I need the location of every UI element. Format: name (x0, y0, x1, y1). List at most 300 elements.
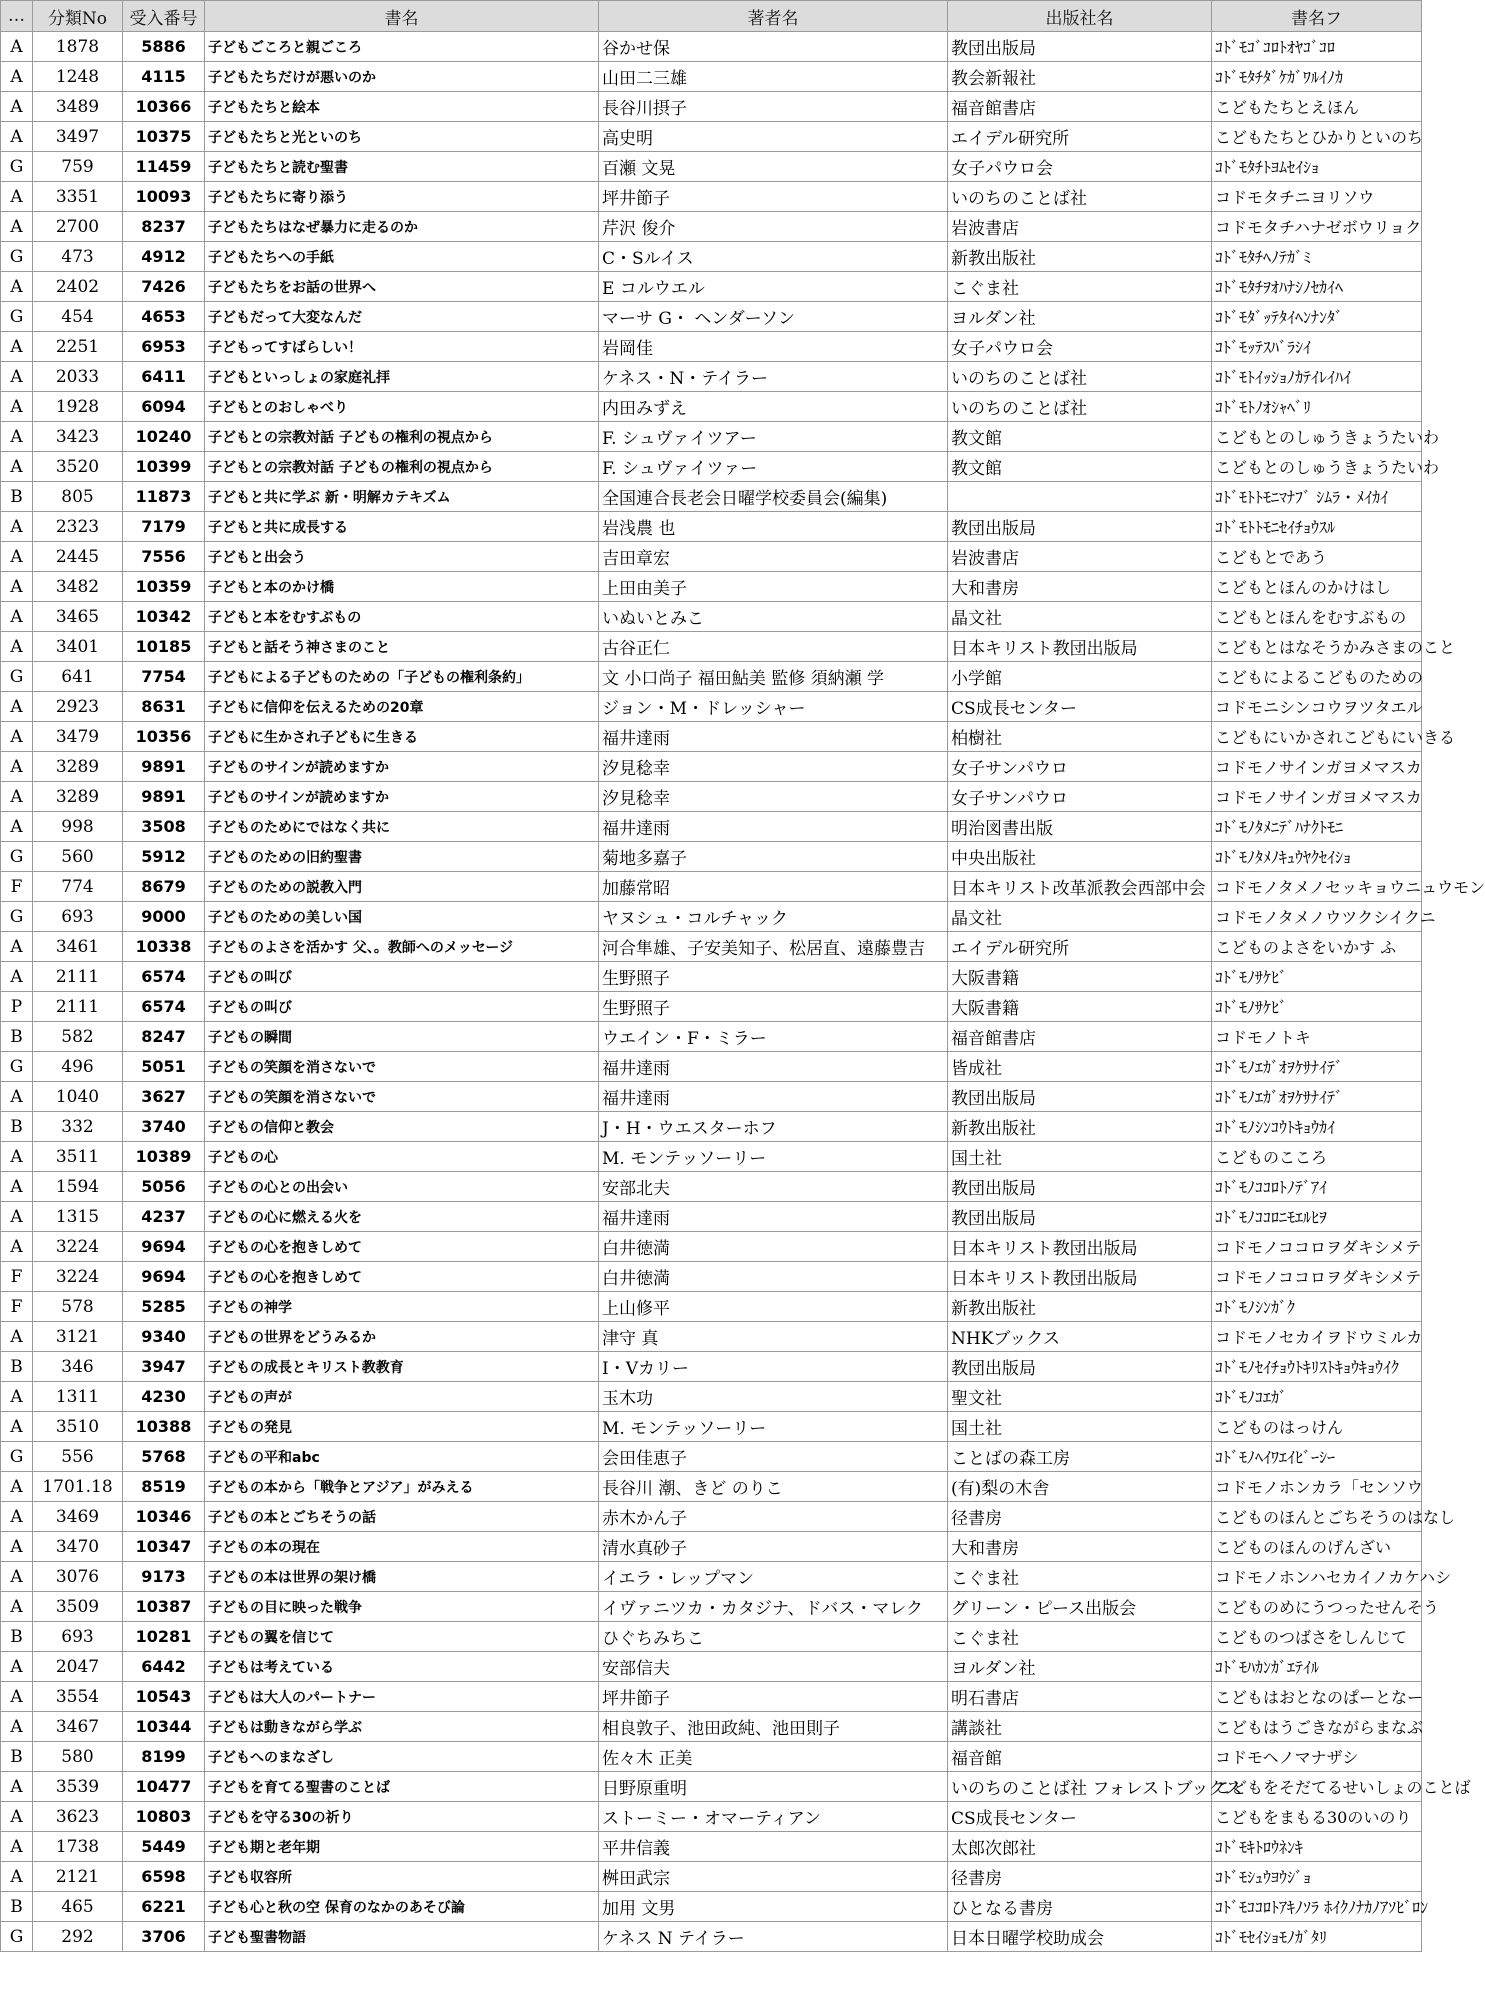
table-row[interactable] (1, 332, 1422, 362)
author-cell[interactable]: ケネス N テイラー (599, 1922, 948, 1952)
accession-no-cell[interactable]: 6442 (123, 1652, 205, 1682)
table-row[interactable] (1, 1292, 1422, 1322)
title-kana-cell[interactable]: こどもとであう (1212, 542, 1422, 572)
column-header-title-kana[interactable]: 書名フ (1212, 1, 1422, 32)
class-no-cell[interactable]: 2323 (33, 512, 123, 542)
category-cell[interactable]: A (1, 1562, 33, 1592)
title-cell[interactable]: 子どもたちに寄り添う (205, 182, 599, 212)
table-row[interactable] (1, 392, 1422, 422)
accession-no-cell[interactable]: 10387 (123, 1592, 205, 1622)
table-row[interactable] (1, 1832, 1422, 1862)
author-cell[interactable]: ストーミー・オマーティアン (599, 1802, 948, 1832)
table-row[interactable] (1, 212, 1422, 242)
category-cell[interactable]: B (1, 482, 33, 512)
table-row[interactable] (1, 932, 1422, 962)
publisher-cell[interactable]: 柏樹社 (948, 722, 1212, 752)
accession-no-cell[interactable]: 5912 (123, 842, 205, 872)
class-no-cell[interactable]: 3401 (33, 632, 123, 662)
category-cell[interactable]: A (1, 632, 33, 662)
class-no-cell[interactable]: 3076 (33, 1562, 123, 1592)
author-cell[interactable]: 山田二三雄 (599, 62, 948, 92)
table-row[interactable] (1, 32, 1422, 62)
class-no-cell[interactable]: 3467 (33, 1712, 123, 1742)
table-row[interactable] (1, 662, 1422, 692)
category-cell[interactable]: A (1, 212, 33, 242)
title-cell[interactable]: 子どもへのまなざし (205, 1742, 599, 1772)
category-cell[interactable]: A (1, 1652, 33, 1682)
title-kana-cell[interactable]: こどもにいかされこどもにいきる (1212, 722, 1422, 752)
publisher-cell[interactable]: いのちのことば社 (948, 182, 1212, 212)
author-cell[interactable]: 桝田武宗 (599, 1862, 948, 1892)
title-cell[interactable]: 子どもに生かされ子どもに生きる (205, 722, 599, 752)
author-cell[interactable]: 河合隼雄、子安美知子、松居直、遠藤豊吉 (599, 932, 948, 962)
title-cell[interactable]: 子どものサインが読めますか (205, 782, 599, 812)
class-no-cell[interactable]: 582 (33, 1022, 123, 1052)
category-cell[interactable]: A (1, 1532, 33, 1562)
class-no-cell[interactable]: 3470 (33, 1532, 123, 1562)
category-cell[interactable]: A (1, 62, 33, 92)
title-kana-cell[interactable]: こどものほんのげんざい (1212, 1532, 1422, 1562)
publisher-cell[interactable]: 皆成社 (948, 1052, 1212, 1082)
author-cell[interactable]: いぬいとみこ (599, 602, 948, 632)
class-no-cell[interactable]: 1040 (33, 1082, 123, 1112)
table-row[interactable] (1, 152, 1422, 182)
title-kana-cell[interactable]: ｺﾄﾞﾓｺﾞｺﾛﾄｵﾔｺﾞｺﾛ (1212, 32, 1422, 62)
author-cell[interactable]: 吉田章宏 (599, 542, 948, 572)
title-kana-cell[interactable]: ｺﾄﾞﾓﾀﾁﾍﾉﾃｶﾞﾐ (1212, 242, 1422, 272)
title-cell[interactable]: 子ども収容所 (205, 1862, 599, 1892)
publisher-cell[interactable]: 教文館 (948, 452, 1212, 482)
title-kana-cell[interactable]: こどもによるこどものための (1212, 662, 1422, 692)
publisher-cell[interactable]: 新教出版社 (948, 1292, 1212, 1322)
author-cell[interactable]: 岩浅農 也 (599, 512, 948, 542)
category-cell[interactable]: A (1, 542, 33, 572)
title-cell[interactable]: 子どもによる子どものための「子どもの権利条約」 (205, 662, 599, 692)
title-kana-cell[interactable]: こどものこころ (1212, 1142, 1422, 1172)
publisher-cell[interactable]: 日本キリスト改革派教会西部中会 (948, 872, 1212, 902)
category-cell[interactable]: B (1, 1742, 33, 1772)
category-cell[interactable]: A (1, 962, 33, 992)
title-kana-cell[interactable]: ｺﾄﾞﾓﾉｺｺﾛﾄﾉﾃﾞｱｲ (1212, 1172, 1422, 1202)
title-cell[interactable]: 子どもの叫び (205, 992, 599, 1022)
column-header-class-no[interactable]: 分類No (33, 1, 123, 32)
title-kana-cell[interactable]: ｺﾄﾞﾓﾊｶﾝｶﾞｴﾃｲﾙ (1212, 1652, 1422, 1682)
table-row[interactable] (1, 632, 1422, 662)
category-cell[interactable]: A (1, 1472, 33, 1502)
category-cell[interactable]: A (1, 782, 33, 812)
author-cell[interactable]: 津守 真 (599, 1322, 948, 1352)
title-cell[interactable]: 子どもの本とごちそうの話 (205, 1502, 599, 1532)
author-cell[interactable]: 生野照子 (599, 992, 948, 1022)
title-cell[interactable]: 子どもってすばらしい！ (205, 332, 599, 362)
table-row[interactable] (1, 1382, 1422, 1412)
accession-no-cell[interactable]: 7179 (123, 512, 205, 542)
category-cell[interactable]: A (1, 362, 33, 392)
table-row[interactable] (1, 452, 1422, 482)
category-cell[interactable]: A (1, 1142, 33, 1172)
publisher-cell[interactable]: 国土社 (948, 1142, 1212, 1172)
accession-no-cell[interactable]: 11459 (123, 152, 205, 182)
publisher-cell[interactable]: こぐま社 (948, 1622, 1212, 1652)
author-cell[interactable]: 福井達雨 (599, 1202, 948, 1232)
category-cell[interactable]: A (1, 392, 33, 422)
author-cell[interactable]: 汐見稔幸 (599, 782, 948, 812)
publisher-cell[interactable]: 教団出版局 (948, 512, 1212, 542)
title-cell[interactable]: 子どもと共に学ぶ 新・明解カテキズム (205, 482, 599, 512)
title-cell[interactable]: 子どもの心 (205, 1142, 599, 1172)
author-cell[interactable]: 福井達雨 (599, 1082, 948, 1112)
column-header-publisher[interactable]: 出版社名 (948, 1, 1212, 32)
category-cell[interactable]: P (1, 992, 33, 1022)
title-cell[interactable]: 子どもの信仰と教会 (205, 1112, 599, 1142)
category-cell[interactable]: A (1, 1832, 33, 1862)
table-row[interactable] (1, 362, 1422, 392)
title-kana-cell[interactable]: コドモノトキ (1212, 1022, 1422, 1052)
table-row[interactable] (1, 1562, 1422, 1592)
publisher-cell[interactable]: 女子パウロ会 (948, 152, 1212, 182)
author-cell[interactable]: 玉木功 (599, 1382, 948, 1412)
title-kana-cell[interactable]: ｺﾄﾞﾓﾉｻｹﾋﾞ (1212, 962, 1422, 992)
author-cell[interactable]: F. シュヴァイツァー (599, 452, 948, 482)
class-no-cell[interactable]: 454 (33, 302, 123, 332)
title-kana-cell[interactable]: ｺﾄﾞﾓﾀﾁﾀﾞｹｶﾞﾜﾙｲﾉｶ (1212, 62, 1422, 92)
author-cell[interactable]: 加用 文男 (599, 1892, 948, 1922)
accession-no-cell[interactable]: 9173 (123, 1562, 205, 1592)
title-cell[interactable]: 子どものための美しい国 (205, 902, 599, 932)
category-cell[interactable]: A (1, 1322, 33, 1352)
accession-no-cell[interactable]: 10346 (123, 1502, 205, 1532)
title-cell[interactable]: 子どもとのおしゃべり (205, 392, 599, 422)
accession-no-cell[interactable]: 7754 (123, 662, 205, 692)
table-row[interactable] (1, 1082, 1422, 1112)
table-row[interactable] (1, 512, 1422, 542)
table-row[interactable] (1, 1232, 1422, 1262)
accession-no-cell[interactable]: 10399 (123, 452, 205, 482)
title-kana-cell[interactable]: こどもをそだてるせいしょのことば (1212, 1772, 1422, 1802)
category-cell[interactable]: A (1, 1592, 33, 1622)
class-no-cell[interactable]: 3489 (33, 92, 123, 122)
title-kana-cell[interactable]: こどもとのしゅうきょうたいわ (1212, 452, 1422, 482)
publisher-cell[interactable]: 教会新報社 (948, 62, 1212, 92)
class-no-cell[interactable]: 693 (33, 1622, 123, 1652)
publisher-cell[interactable]: ひとなる書房 (948, 1892, 1212, 1922)
title-kana-cell[interactable]: コドモタチニヨリソウ (1212, 182, 1422, 212)
category-cell[interactable]: A (1, 1082, 33, 1112)
category-cell[interactable]: G (1, 1922, 33, 1952)
title-kana-cell[interactable]: こどもとほんをむすぶもの (1212, 602, 1422, 632)
column-header-accession-no[interactable]: 受入番号 (123, 1, 205, 32)
title-kana-cell[interactable]: ｺﾄﾞﾓﾄﾉｵｼｬﾍﾞﾘ (1212, 392, 1422, 422)
accession-no-cell[interactable]: 10240 (123, 422, 205, 452)
category-cell[interactable]: A (1, 1802, 33, 1832)
table-row[interactable] (1, 92, 1422, 122)
author-cell[interactable]: 全国連合長老会日曜学校委員会(編集) (599, 482, 948, 512)
category-cell[interactable]: A (1, 812, 33, 842)
class-no-cell[interactable]: 346 (33, 1352, 123, 1382)
title-kana-cell[interactable]: こどものはっけん (1212, 1412, 1422, 1442)
title-cell[interactable]: 子どものよさを活かす 父、。教師へのメッセージ (205, 932, 599, 962)
title-cell[interactable]: 子どもの平和abc (205, 1442, 599, 1472)
publisher-cell[interactable]: (有)梨の木舎 (948, 1472, 1212, 1502)
accession-no-cell[interactable]: 10356 (123, 722, 205, 752)
author-cell[interactable]: 上田由美子 (599, 572, 948, 602)
publisher-cell[interactable]: 径書房 (948, 1502, 1212, 1532)
table-row[interactable] (1, 1412, 1422, 1442)
class-no-cell[interactable]: 3554 (33, 1682, 123, 1712)
author-cell[interactable]: 加藤常昭 (599, 872, 948, 902)
category-cell[interactable]: G (1, 302, 33, 332)
publisher-cell[interactable]: 教団出版局 (948, 32, 1212, 62)
title-cell[interactable]: 子どもの世界をどうみるか (205, 1322, 599, 1352)
table-row[interactable] (1, 1772, 1422, 1802)
title-cell[interactable]: 子どもは大人のパートナー (205, 1682, 599, 1712)
table-row[interactable] (1, 872, 1422, 902)
title-cell[interactable]: 子どもを守る30の祈り (205, 1802, 599, 1832)
author-cell[interactable]: ウエイン・F・ミラー (599, 1022, 948, 1052)
table-row[interactable] (1, 962, 1422, 992)
publisher-cell[interactable]: 太郎次郎社 (948, 1832, 1212, 1862)
class-no-cell[interactable]: 560 (33, 842, 123, 872)
accession-no-cell[interactable]: 4912 (123, 242, 205, 272)
title-kana-cell[interactable]: こどもはうごきながらまなぶ (1212, 1712, 1422, 1742)
title-cell[interactable]: 子どもの本の現在 (205, 1532, 599, 1562)
accession-no-cell[interactable]: 3508 (123, 812, 205, 842)
accession-no-cell[interactable]: 10347 (123, 1532, 205, 1562)
category-cell[interactable]: G (1, 1442, 33, 1472)
category-cell[interactable]: G (1, 152, 33, 182)
author-cell[interactable]: 長谷川 潮、きど のりこ (599, 1472, 948, 1502)
author-cell[interactable]: M. モンテッソーリー (599, 1142, 948, 1172)
publisher-cell[interactable]: ことばの森工房 (948, 1442, 1212, 1472)
author-cell[interactable]: ヤヌシュ・コルチャック (599, 902, 948, 932)
publisher-cell[interactable]: 新教出版社 (948, 1112, 1212, 1142)
table-row[interactable] (1, 1712, 1422, 1742)
class-no-cell[interactable]: 2251 (33, 332, 123, 362)
title-cell[interactable]: 子どもと共に成長する (205, 512, 599, 542)
table-row[interactable] (1, 602, 1422, 632)
publisher-cell[interactable]: 教文館 (948, 422, 1212, 452)
class-no-cell[interactable]: 3465 (33, 602, 123, 632)
title-kana-cell[interactable]: コドモノサインガヨメマスカ (1212, 752, 1422, 782)
table-row[interactable] (1, 302, 1422, 332)
class-no-cell[interactable]: 3520 (33, 452, 123, 482)
accession-no-cell[interactable]: 11873 (123, 482, 205, 512)
class-no-cell[interactable]: 2033 (33, 362, 123, 392)
table-row[interactable] (1, 1862, 1422, 1892)
title-cell[interactable]: 子どもに信仰を伝えるための20章 (205, 692, 599, 722)
publisher-cell[interactable]: 晶文社 (948, 902, 1212, 932)
publisher-cell[interactable]: 大和書房 (948, 572, 1212, 602)
class-no-cell[interactable]: 2923 (33, 692, 123, 722)
accession-no-cell[interactable]: 9694 (123, 1262, 205, 1292)
table-row[interactable] (1, 842, 1422, 872)
category-cell[interactable]: G (1, 842, 33, 872)
title-kana-cell[interactable]: コドモノホンハセカイノカケハシ (1212, 1562, 1422, 1592)
title-cell[interactable]: 子どもの心を抱きしめて (205, 1232, 599, 1262)
accession-no-cell[interactable]: 10185 (123, 632, 205, 662)
publisher-cell[interactable]: 日本キリスト教団出版局 (948, 1232, 1212, 1262)
title-kana-cell[interactable]: こどものほんとごちそうのはなし (1212, 1502, 1422, 1532)
title-cell[interactable]: 子ども期と老年期 (205, 1832, 599, 1862)
title-kana-cell[interactable]: ｺﾄﾞﾓﾄﾄﾓﾆﾏﾅﾌﾞ ｼﾑﾗ・ﾒｲｶｲ (1212, 482, 1422, 512)
title-cell[interactable]: 子どもたちと光といのち (205, 122, 599, 152)
class-no-cell[interactable]: 3509 (33, 1592, 123, 1622)
author-cell[interactable]: 百瀬 文晃 (599, 152, 948, 182)
title-kana-cell[interactable]: コドモヘノマナザシ (1212, 1742, 1422, 1772)
publisher-cell[interactable]: 明石書店 (948, 1682, 1212, 1712)
title-cell[interactable]: 子ども聖書物語 (205, 1922, 599, 1952)
title-kana-cell[interactable]: ｺﾄﾞﾓﾀﾁｦｵﾊﾅｼﾉｾｶｲﾍ (1212, 272, 1422, 302)
publisher-cell[interactable]: 日本キリスト教団出版局 (948, 632, 1212, 662)
title-cell[interactable]: 子どもの神学 (205, 1292, 599, 1322)
publisher-cell[interactable]: 教団出版局 (948, 1352, 1212, 1382)
accession-no-cell[interactable]: 4653 (123, 302, 205, 332)
table-row[interactable] (1, 1022, 1422, 1052)
class-no-cell[interactable]: 3539 (33, 1772, 123, 1802)
publisher-cell[interactable]: こぐま社 (948, 272, 1212, 302)
title-kana-cell[interactable]: ｺﾄﾞﾓﾉｴｶﾞｵｦｹｻﾅｲﾃﾞ (1212, 1082, 1422, 1112)
accession-no-cell[interactable]: 6221 (123, 1892, 205, 1922)
class-no-cell[interactable]: 3510 (33, 1412, 123, 1442)
title-cell[interactable]: 子どもの笑顔を消さないで (205, 1052, 599, 1082)
title-cell[interactable]: 子どものための説教入門 (205, 872, 599, 902)
category-cell[interactable]: G (1, 1052, 33, 1082)
title-kana-cell[interactable]: ｺﾄﾞﾓｷﾄﾛｳﾈﾝｷ (1212, 1832, 1422, 1862)
title-cell[interactable]: 子どもは考えている (205, 1652, 599, 1682)
title-kana-cell[interactable]: コドモノタメノセッキョウニュウモン (1212, 872, 1422, 902)
title-cell[interactable]: 子どもの翼を信じて (205, 1622, 599, 1652)
class-no-cell[interactable]: 3461 (33, 932, 123, 962)
accession-no-cell[interactable]: 10803 (123, 1802, 205, 1832)
category-cell[interactable]: B (1, 1112, 33, 1142)
title-kana-cell[interactable]: コドモノココロヲダキシメテ (1212, 1232, 1422, 1262)
title-cell[interactable]: 子どもの成長とキリスト教教育 (205, 1352, 599, 1382)
title-kana-cell[interactable]: ｺﾄﾞﾓﾉｻｹﾋﾞ (1212, 992, 1422, 1022)
publisher-cell[interactable]: いのちのことば社 (948, 392, 1212, 422)
category-cell[interactable]: A (1, 1232, 33, 1262)
accession-no-cell[interactable]: 10366 (123, 92, 205, 122)
accession-no-cell[interactable]: 6598 (123, 1862, 205, 1892)
title-cell[interactable]: 子どもの笑顔を消さないで (205, 1082, 599, 1112)
class-no-cell[interactable]: 3469 (33, 1502, 123, 1532)
accession-no-cell[interactable]: 7426 (123, 272, 205, 302)
column-header-author[interactable]: 著者名 (599, 1, 948, 32)
author-cell[interactable]: 相良敦子、池田政純、池田則子 (599, 1712, 948, 1742)
author-cell[interactable]: 谷かせ保 (599, 32, 948, 62)
category-cell[interactable]: A (1, 1382, 33, 1412)
class-no-cell[interactable]: 774 (33, 872, 123, 902)
author-cell[interactable]: 芹沢 俊介 (599, 212, 948, 242)
class-no-cell[interactable]: 1701.18 (33, 1472, 123, 1502)
title-cell[interactable]: 子どもの本は世界の架け橋 (205, 1562, 599, 1592)
publisher-cell[interactable]: 日本日曜学校助成会 (948, 1922, 1212, 1952)
class-no-cell[interactable]: 3289 (33, 782, 123, 812)
category-cell[interactable]: B (1, 1892, 33, 1922)
author-cell[interactable]: 古谷正仁 (599, 632, 948, 662)
title-kana-cell[interactable]: ｺﾄﾞﾓﾉｺｴｶﾞ (1212, 1382, 1422, 1412)
accession-no-cell[interactable]: 8679 (123, 872, 205, 902)
class-no-cell[interactable]: 332 (33, 1112, 123, 1142)
class-no-cell[interactable]: 580 (33, 1742, 123, 1772)
category-cell[interactable]: B (1, 1622, 33, 1652)
category-cell[interactable]: A (1, 1682, 33, 1712)
class-no-cell[interactable]: 3289 (33, 752, 123, 782)
accession-no-cell[interactable]: 8237 (123, 212, 205, 242)
author-cell[interactable]: J・H・ウエスターホフ (599, 1112, 948, 1142)
title-cell[interactable]: 子どもたちと絵本 (205, 92, 599, 122)
author-cell[interactable]: 長谷川摂子 (599, 92, 948, 122)
accession-no-cell[interactable]: 10359 (123, 572, 205, 602)
author-cell[interactable]: 日野原重明 (599, 1772, 948, 1802)
author-cell[interactable]: C・Sルイス (599, 242, 948, 272)
class-no-cell[interactable]: 3511 (33, 1142, 123, 1172)
class-no-cell[interactable]: 2111 (33, 992, 123, 1022)
title-kana-cell[interactable]: こどもとのしゅうきょうたいわ (1212, 422, 1422, 452)
accession-no-cell[interactable]: 5056 (123, 1172, 205, 1202)
publisher-cell[interactable]: いのちのことば社 フォレストブックス (948, 1772, 1212, 1802)
class-no-cell[interactable]: 1248 (33, 62, 123, 92)
publisher-cell[interactable]: 岩波書店 (948, 542, 1212, 572)
author-cell[interactable]: E コルウエル (599, 272, 948, 302)
table-row[interactable] (1, 1892, 1422, 1922)
title-cell[interactable]: 子どもたちはなぜ暴力に走るのか (205, 212, 599, 242)
title-kana-cell[interactable]: コドモニシンコウヲツタエル (1212, 692, 1422, 722)
publisher-cell[interactable]: エイデル研究所 (948, 122, 1212, 152)
author-cell[interactable]: 佐々木 正美 (599, 1742, 948, 1772)
table-row[interactable] (1, 1592, 1422, 1622)
class-no-cell[interactable]: 3479 (33, 722, 123, 752)
publisher-cell[interactable]: 日本キリスト教団出版局 (948, 1262, 1212, 1292)
title-kana-cell[interactable]: ｺﾄﾞﾓﾄﾄﾓﾆｾｲﾁｮｳｽﾙ (1212, 512, 1422, 542)
category-cell[interactable]: A (1, 722, 33, 752)
accession-no-cell[interactable]: 10281 (123, 1622, 205, 1652)
accession-no-cell[interactable]: 9694 (123, 1232, 205, 1262)
class-no-cell[interactable]: 3224 (33, 1232, 123, 1262)
table-row[interactable] (1, 782, 1422, 812)
title-cell[interactable]: 子どもの目に映った戦争 (205, 1592, 599, 1622)
title-cell[interactable]: 子どもたちをお話の世界へ (205, 272, 599, 302)
class-no-cell[interactable]: 556 (33, 1442, 123, 1472)
title-kana-cell[interactable]: ｺﾄﾞﾓﾉﾀﾒﾆﾃﾞﾊﾅｸﾄﾓﾆ (1212, 812, 1422, 842)
class-no-cell[interactable]: 641 (33, 662, 123, 692)
title-cell[interactable]: 子どもの本から「戦争とアジア」がみえる (205, 1472, 599, 1502)
title-cell[interactable]: 子どもの心を抱きしめて (205, 1262, 599, 1292)
accession-no-cell[interactable]: 6953 (123, 332, 205, 362)
accession-no-cell[interactable]: 10543 (123, 1682, 205, 1712)
category-cell[interactable]: A (1, 752, 33, 782)
category-cell[interactable]: A (1, 422, 33, 452)
publisher-cell[interactable]: 教団出版局 (948, 1172, 1212, 1202)
publisher-cell[interactable]: いのちのことば社 (948, 362, 1212, 392)
table-row[interactable] (1, 122, 1422, 152)
publisher-cell[interactable]: 大和書房 (948, 1532, 1212, 1562)
title-kana-cell[interactable]: こどものめにうつったせんそう (1212, 1592, 1422, 1622)
title-kana-cell[interactable]: コドモノタメノウツクシイクニ (1212, 902, 1422, 932)
title-cell[interactable]: 子どもと本をむすぶもの (205, 602, 599, 632)
publisher-cell[interactable]: CS成長センター (948, 1802, 1212, 1832)
accession-no-cell[interactable]: 10388 (123, 1412, 205, 1442)
title-cell[interactable]: 子どもといっしょの家庭礼拝 (205, 362, 599, 392)
title-kana-cell[interactable]: こどものよさをいかす ふ (1212, 932, 1422, 962)
publisher-cell[interactable]: 晶文社 (948, 602, 1212, 632)
accession-no-cell[interactable]: 10477 (123, 1772, 205, 1802)
author-cell[interactable]: 上山修平 (599, 1292, 948, 1322)
author-cell[interactable]: 安部信夫 (599, 1652, 948, 1682)
author-cell[interactable]: 内田みずえ (599, 392, 948, 422)
category-cell[interactable]: A (1, 1502, 33, 1532)
author-cell[interactable]: 白井徳満 (599, 1232, 948, 1262)
publisher-cell[interactable]: 径書房 (948, 1862, 1212, 1892)
